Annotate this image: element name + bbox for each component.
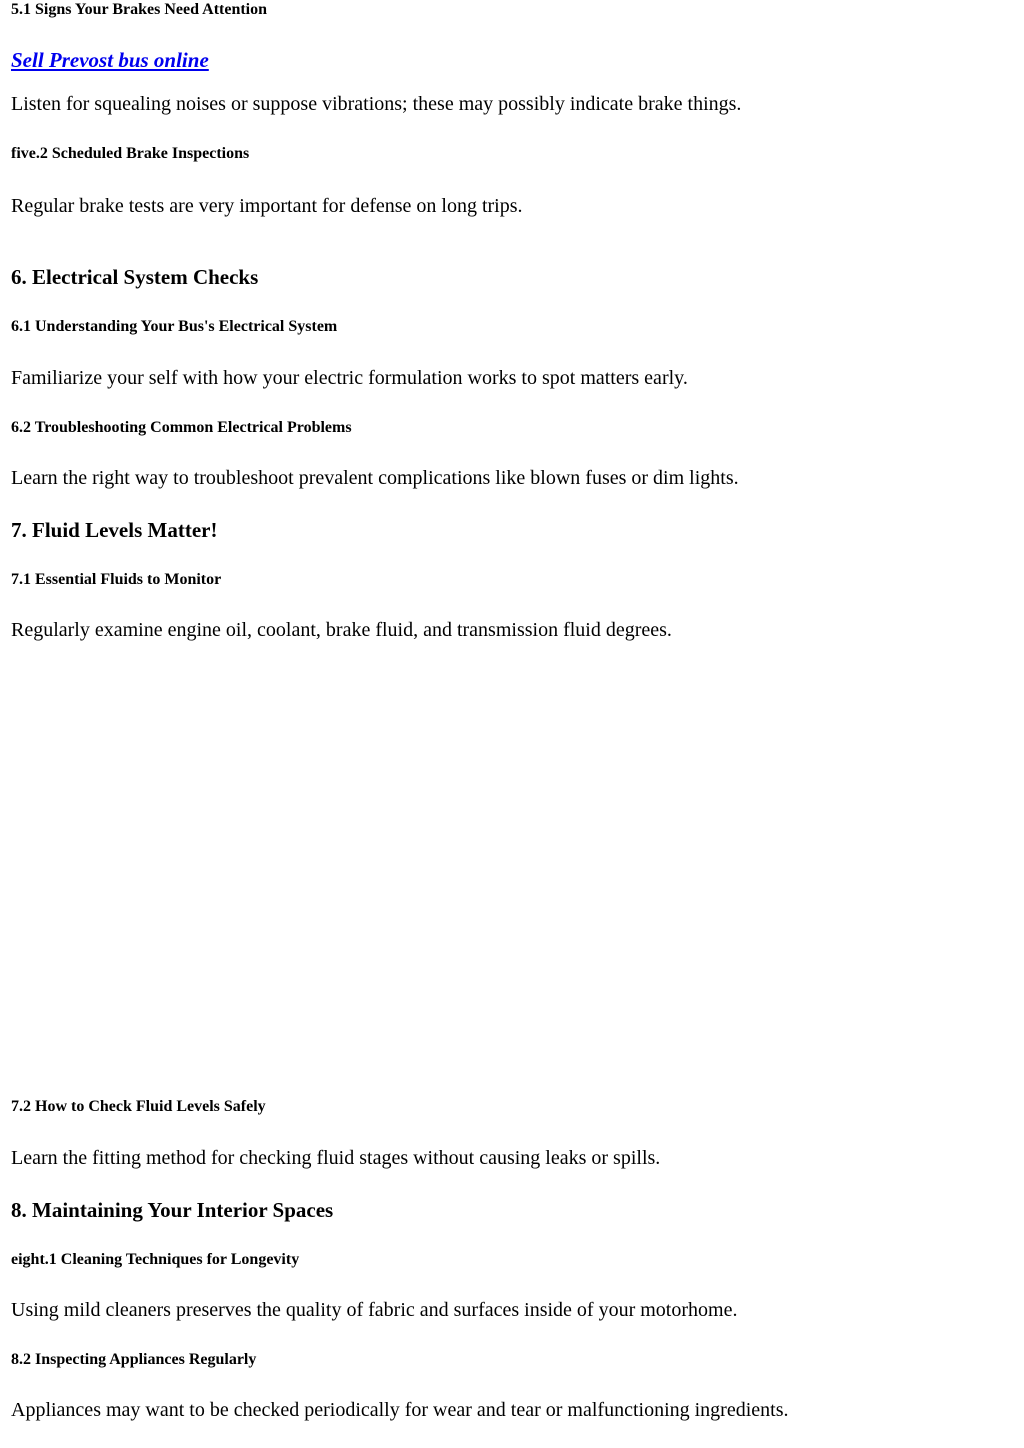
sell-prevost-bus-link[interactable]: Sell Prevost bus online [11,48,209,72]
heading-8: 8. Maintaining Your Interior Spaces [11,1198,334,1222]
heading-7: 7. Fluid Levels Matter! [11,518,218,542]
paragraph-6-1: Familiarize your self with how your electric formulation works to spot matters early. [11,367,688,389]
heading-7-1: 7.1 Essential Fluids to Monitor [11,571,222,588]
heading-6-2: 6.2 Troubleshooting Common Electrical Problems [11,419,352,436]
paragraph-7-1: Regularly examine engine oil, coolant, brake fluid, and transmission fluid degrees. [11,619,672,641]
heading-5-1: 5.1 Signs Your Brakes Need Attention [11,1,268,18]
heading-8-2: 8.2 Inspecting Appliances Regularly [11,1351,257,1368]
heading-6-1: 6.1 Understanding Your Bus's Electrical System [11,318,338,335]
heading-8-1: eight.1 Cleaning Techniques for Longevity [11,1251,300,1268]
paragraph-7-2: Learn the fitting method for checking fluid stages without causing leaks or spills. [11,1147,661,1169]
heading-5-2: five.2 Scheduled Brake Inspections [11,145,250,162]
paragraph-8-2: Appliances may want to be checked periodically for wear and tear or malfunctioning ingredients. [11,1399,789,1421]
paragraph-6-2: Learn the right way to troubleshoot prevalent complications like blown fuses or dim lights. [11,467,739,489]
paragraph-8-1: Using mild cleaners preserves the quality of fabric and surfaces inside of your motorhome. [11,1299,738,1321]
paragraph-5-1: Listen for squealing noises or suppose vibrations; these may possibly indicate brake things. [11,93,742,115]
paragraph-5-2: Regular brake tests are very important for defense on long trips. [11,195,523,217]
heading-7-2: 7.2 How to Check Fluid Levels Safely [11,1098,266,1115]
heading-6: 6. Electrical System Checks [11,265,259,289]
